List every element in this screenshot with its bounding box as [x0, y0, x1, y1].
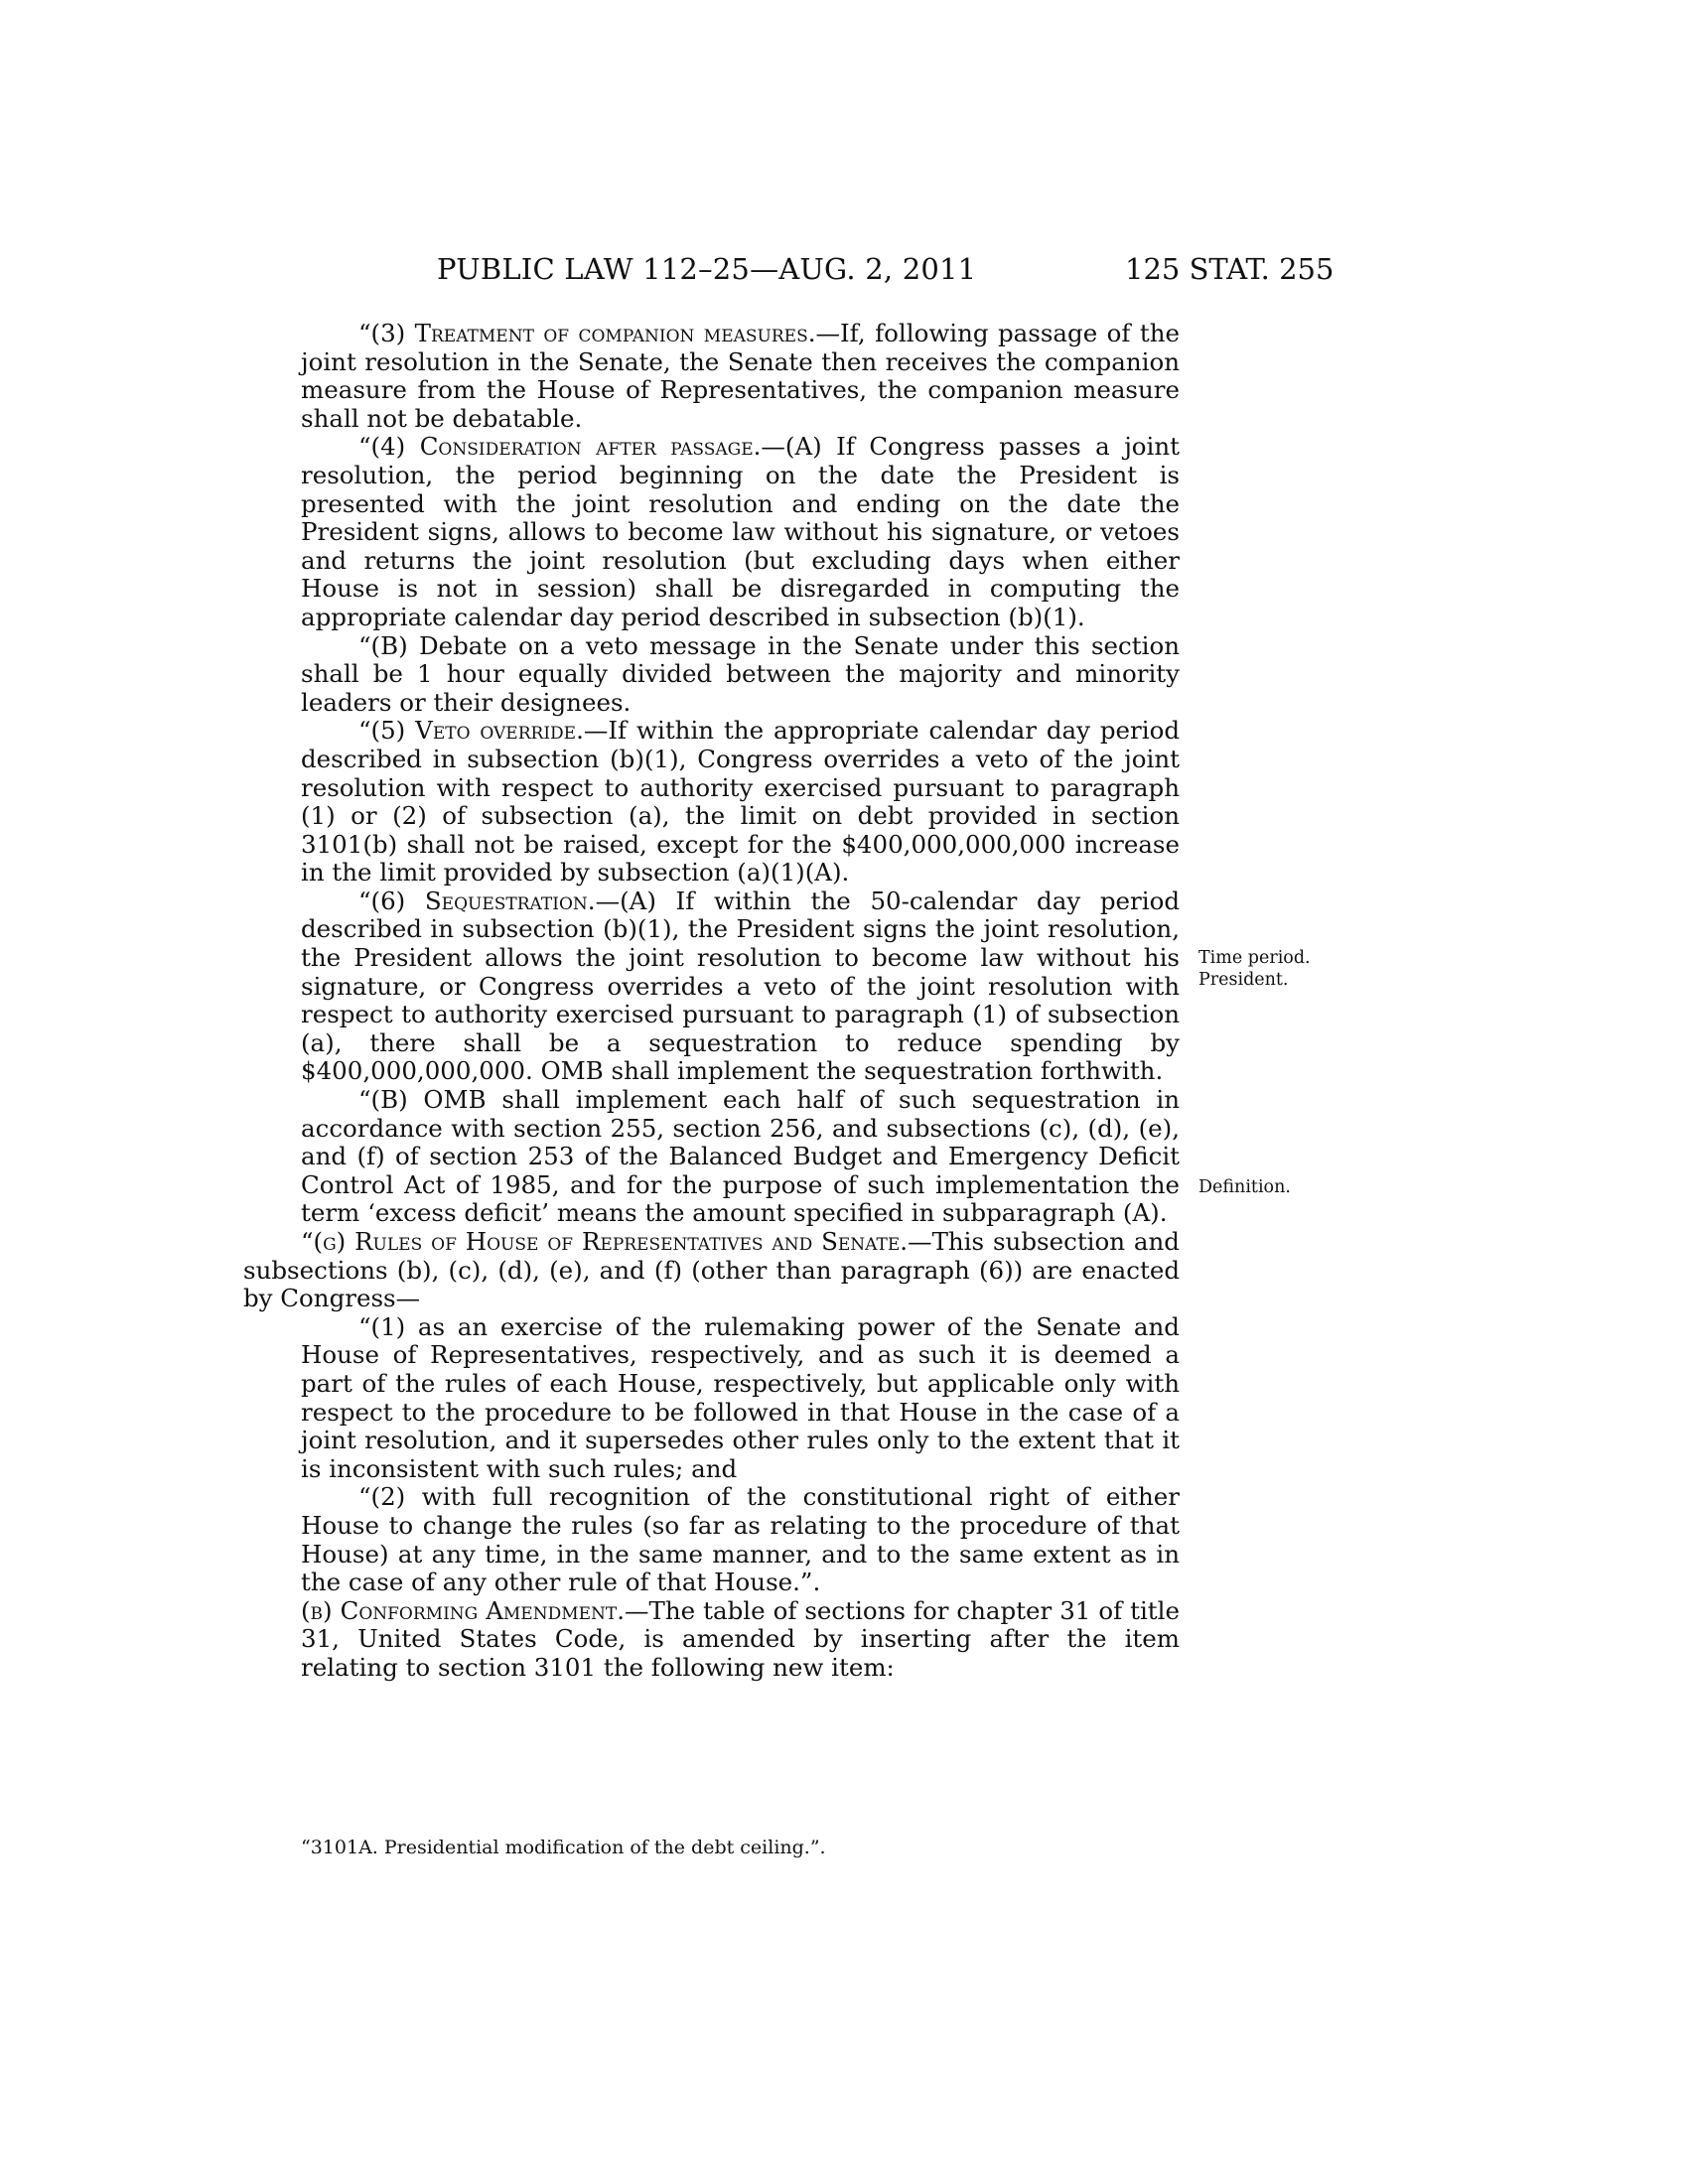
paragraph-6-heading: “(6) Sequestration. — [358, 886, 596, 915]
paragraph-5-text: —If within the appropriate calendar day period described in subsection (b)(1), Congress overrides a veto of the joint resolution with respect to authority exercised pursuant to paragraph (1) or (2) of subsection (a), the limit on debt provided in section 3101(b) shall not be raised, except for the $400,000,000,000 increase in the limit provided by subsection (a)(1)(A). — [301, 716, 1181, 887]
margin-note-president: President. — [1198, 970, 1289, 990]
subsection-g-text: —This subsection and subsections (b), (c), (d), (e), and (f) (other than paragraph (6)) are enacted by Congress— — [243, 1227, 1180, 1313]
subsection-g — [243, 1228, 1180, 1313]
subsection-g-heading: “(g) Rules of House of Representatives and Senate. — [301, 1227, 909, 1256]
paragraph-6 — [301, 887, 1180, 1086]
paragraph-6-text: —(A) If within the 50-calendar day period described in subsection (b)(1), the President signs the joint resolution, the President allows the joint resolution to become law without his signature, or Congress overrides a veto of the joint resolution with respect to authority exercised pursuant to paragraph (1) of subsection (a), there shall be a sequestration to reduce spending by $400,000,000,000. OMB shall implement the sequestration forthwith. — [301, 886, 1180, 1086]
main-text — [243, 319, 1181, 1683]
paragraph-4-text: —(A) If Congress passes a joint resolution, the period beginning on the date the President is presented with the joint resolution and ending on the date the President signs, allows to become law without his signature, or vetoes and returns the joint resolution (but excluding days when either House is not in session) shall be disregarded in computing the appropriate calendar day period described in subsection (b)(1). — [301, 432, 1180, 631]
subsection-b-text: —The table of sections for chapter 31 of title 31, United States Code, is amended by inserting after the item relating to section 3101 the following new item: — [301, 1595, 1180, 1682]
running-header-title: PUBLIC LAW 112–25—AUG. 2, 2011 — [437, 252, 977, 286]
margin-note-definition: Definition. — [1198, 1177, 1291, 1197]
running-header-page: 125 STAT. 255 — [1125, 252, 1335, 286]
paragraph-4-heading: “(4) Consideration after passage. — [358, 432, 762, 462]
subsection-b-heading: (b) Conforming Amendment. — [301, 1595, 626, 1625]
subsection-g-2: “(2) with full recognition of the constitutional right of either House to change the rules (so far as relating to the procedure of that House) at any time, in the same manner, and to the same extent as in the case of any other rule of that House.”. — [301, 1482, 1180, 1597]
paragraph-5 — [301, 717, 1180, 887]
paragraph-6b: “(B) OMB shall implement each half of such sequestration in accordance with section 255, section 256, and subsections (c), (d), (e), and (f) of section 253 of the Balanced Budget and Emergency Deficit Control Act of 1985, and for the purpose of such implementation the term ‘excess deficit’ means the amount specified in subparagraph (A). — [301, 1085, 1180, 1228]
paragraph-3 — [301, 320, 1180, 433]
subsection-b — [301, 1597, 1180, 1683]
paragraph-3-heading: “(3) Treatment of companion measures. — [358, 319, 816, 347]
margin-note-time-period: Time period. — [1198, 948, 1311, 968]
table-of-sections-item: “3101A. Presidential modification of the debt ceiling.”. — [301, 1837, 826, 1858]
paragraph-4 — [301, 433, 1180, 631]
subsection-g-1: “(1) as an exercise of the rulemaking power of the Senate and House of Representatives, respectively, and as such it is deemed a part of the rules of each House, respectively, but applicable only with respect to the procedure to be followed in that House in the case of a joint resolution, and it supersedes other rules only to the extent that it is inconsistent with such rules; and — [301, 1311, 1180, 1483]
paragraph-5-heading: “(5) Veto override. — [358, 716, 584, 746]
paragraph-3-text: —If, following passage of the joint resolution in the Senate, the Senate then receives the companion measure from the House of Representatives, the companion measure shall not be debatable. — [301, 319, 1180, 433]
paragraph-4b: “(B) Debate on a veto message in the Senate under this section shall be 1 hour equally divided between the majority and minority leaders or their designees. — [301, 630, 1180, 717]
